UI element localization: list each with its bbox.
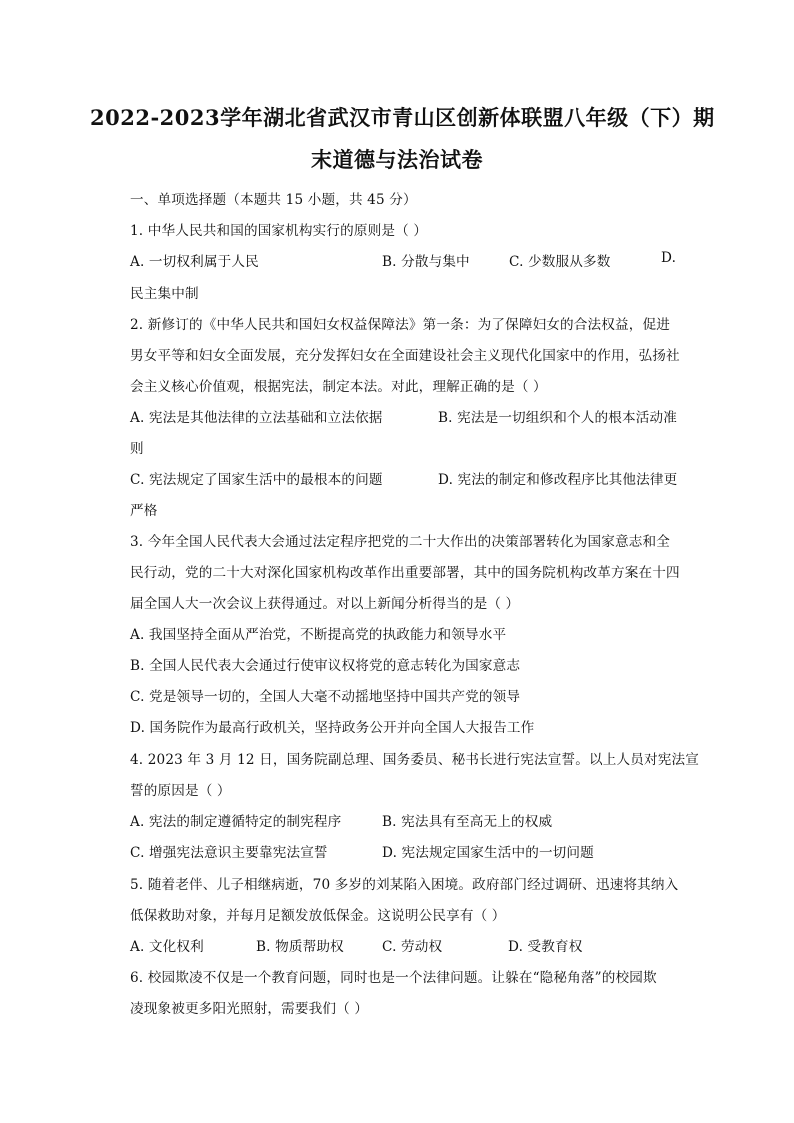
question-6-stem-line-1: 6. 校园欺凌不仅是一个教育问题，同时也是一个法律问题。让躲在“隐秘角落”的校园欺 [130, 970, 657, 986]
question-5-stem-line-1: 5. 随着老伴、儿子相继病逝，70 多岁的刘某陷入困境。政府部门经过调研、迅速将其纳入 [130, 877, 679, 893]
question-2-option-c: C. 宪法规定了国家生活中的最根本的问题 [130, 472, 383, 488]
question-2-stem-line-2: 男女平等和妇女全面发展，充分发挥妇女在全面建设社会主义现代化国家中的作用，弘扬社 [130, 348, 680, 364]
question-6-stem-line-2: 凌现象被更多阳光照射，需要我们（ ） [130, 1001, 369, 1017]
question-2-stem-line-1: 2. 新修订的《中华人民共和国妇女权益保障法》第一条：为了保障妇女的合法权益，促进 [130, 317, 671, 333]
exam-title-line-1: 2022-2023学年湖北省武汉市青山区创新体联盟八年级（下）期 [90, 105, 715, 130]
question-1-option-c: C. 少数服从多数 [509, 254, 611, 270]
question-4-option-a: A. 宪法的制定遵循特定的制宪程序 [130, 814, 342, 830]
question-2-option-d-continued: 严格 [130, 503, 158, 519]
question-2-option-d: D. 宪法的制定和修改程序比其他法律更 [438, 472, 678, 488]
question-4-option-c: C. 增强宪法意识主要靠宪法宣誓 [130, 845, 328, 861]
question-3-option-d: D. 国务院作为最高行政机关，坚持政务公开并向全国人大报告工作 [130, 720, 535, 736]
exam-title-line-2: 末道德与法治试卷 [311, 147, 483, 172]
question-5-option-c: C. 劳动权 [382, 939, 443, 955]
question-3-stem-line-3: 届全国人大一次会议上获得通过。对以上新闻分析得当的是（ ） [130, 596, 520, 612]
question-3-option-a: A. 我国坚持全面从严治党，不断提高党的执政能力和领导水平 [130, 627, 507, 643]
question-4-stem-line-1: 4. 2023 年 3 月 12 日，国务院副总理、国务委员、秘书长进行宪法宣誓。以上人员对宪法宣 [130, 752, 699, 768]
question-2-option-a: A. 宪法是其他法律的立法基础和立法依据 [130, 410, 383, 426]
question-3-option-c: C. 党是领导一切的，全国人大毫不动摇地坚持中国共产党的领导 [130, 689, 521, 705]
question-5-option-b: B. 物质帮助权 [256, 939, 344, 955]
question-1-option-d: D. [661, 250, 677, 266]
question-2-stem-line-3: 会主义核心价值观，根据宪法，制定本法。对此，理解正确的是（ ） [130, 379, 547, 395]
question-3-stem-line-1: 3. 今年全国人民代表大会通过法定程序把党的二十大作出的决策部署转化为国家意志和全 [130, 534, 671, 550]
section-heading: 一、单项选择题（本题共 15 小题，共 45 分） [130, 192, 417, 208]
question-5-stem-line-2: 低保救助对象，并每月足额发放低保金。这说明公民享有（ ） [130, 908, 506, 924]
question-5-option-a: A. 文化权利 [130, 939, 204, 955]
question-3-stem-line-2: 民行动，党的二十大对深化国家机构改革作出重要部署，其中的国务院机构改革方案在十四 [130, 565, 680, 581]
question-1-option-b: B. 分散与集中 [382, 254, 470, 270]
question-1-stem: 1. 中华人民共和国的国家机构实行的原则是（ ） [130, 223, 428, 239]
question-3-option-b: B. 全国人民代表大会通过行使审议权将党的意志转化为国家意志 [130, 658, 521, 674]
question-5-option-d: D. 受教育权 [508, 939, 583, 955]
question-1-option-a: A. 一切权利属于人民 [130, 254, 259, 270]
question-2-option-b-continued: 则 [130, 441, 144, 457]
question-2-option-b: B. 宪法是一切组织和个人的根本活动准 [438, 410, 677, 426]
question-4-option-b: B. 宪法具有至高无上的权威 [382, 814, 553, 830]
question-1-option-d-continued: 民主集中制 [130, 286, 199, 302]
question-4-stem-line-2: 誓的原因是（ ） [130, 783, 231, 799]
question-4-option-d: D. 宪法规定国家生活中的一切问题 [382, 845, 594, 861]
